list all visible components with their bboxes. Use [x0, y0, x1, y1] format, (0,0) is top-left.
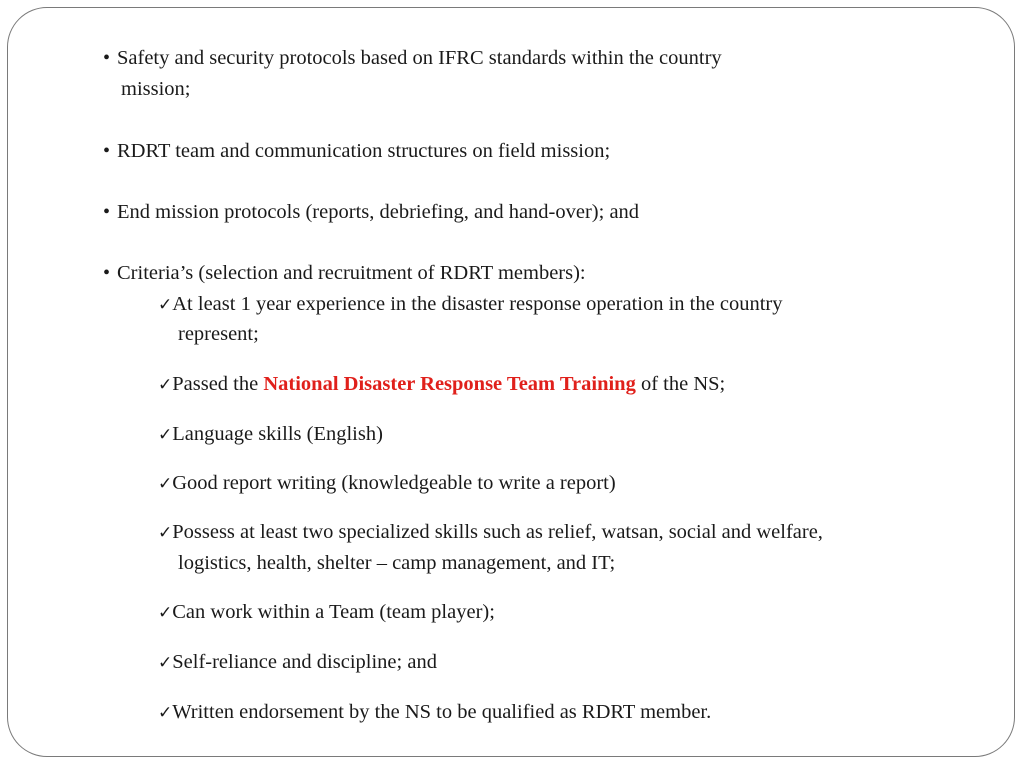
bullet-text: Safety and security protocols based on IFRC standards within the country — [117, 47, 722, 69]
bullet-text: RDRT team and communication structures on field mission; — [117, 140, 611, 162]
criteria-text: Language skills (English) — [172, 423, 383, 445]
criteria-item-training — [158, 372, 725, 397]
criteria-item-report-writing — [158, 471, 616, 496]
bullet-text: Criteria’s (selection and recruitment of RDRT members): — [117, 262, 586, 284]
check-icon: ✓ — [158, 603, 173, 623]
bullet-icon: • — [103, 140, 111, 162]
criteria-item-team-player — [158, 600, 495, 625]
bullet-item-end-mission — [103, 200, 639, 224]
criteria-text: At least 1 year experience in the disaster response operation in the country — [172, 293, 783, 315]
bullet-text: End mission protocols (reports, debriefing, and hand-over); and — [117, 201, 640, 223]
bullet-icon: • — [103, 47, 111, 69]
bullet-item-safety — [103, 46, 722, 70]
check-icon: ✓ — [158, 653, 173, 673]
training-highlight: National Disaster Response Team Training — [263, 373, 636, 395]
criteria-text-prefix: Passed the — [172, 373, 264, 395]
bullet-text: mission; — [121, 78, 191, 100]
criteria-text: Can work within a Team (team player); — [172, 601, 495, 623]
criteria-text: logistics, health, shelter – camp management, and IT; — [178, 552, 616, 574]
bullet-item-criteria — [103, 261, 586, 285]
check-icon: ✓ — [158, 375, 173, 395]
criteria-text: Possess at least two specialized skills such as relief, watsan, social and welfare, — [172, 521, 823, 543]
bullet-icon: • — [103, 201, 111, 223]
check-icon: ✓ — [158, 474, 173, 494]
check-icon: ✓ — [158, 523, 173, 543]
bullet-item-rdrt-team — [103, 139, 610, 163]
check-icon: ✓ — [158, 425, 173, 445]
criteria-item-self-reliance — [158, 650, 437, 675]
criteria-item-experience — [158, 292, 782, 317]
criteria-text: Self-reliance and discipline; and — [172, 651, 437, 673]
criteria-text: represent; — [178, 323, 259, 345]
criteria-text: Good report writing (knowledgeable to write a report) — [172, 472, 616, 494]
check-icon: ✓ — [158, 295, 173, 315]
criteria-item-experience-continued — [178, 322, 259, 346]
criteria-text: Written endorsement by the NS to be qualified as RDRT member. — [172, 701, 712, 723]
criteria-item-specialized-skills-continued — [178, 551, 615, 575]
bullet-icon: • — [103, 262, 111, 284]
criteria-item-endorsement — [158, 700, 711, 725]
check-icon: ✓ — [158, 703, 173, 723]
criteria-item-language — [158, 422, 383, 447]
criteria-item-specialized-skills — [158, 520, 823, 545]
criteria-text-suffix: of the NS; — [635, 373, 726, 395]
bullet-item-safety-continued — [121, 77, 191, 101]
